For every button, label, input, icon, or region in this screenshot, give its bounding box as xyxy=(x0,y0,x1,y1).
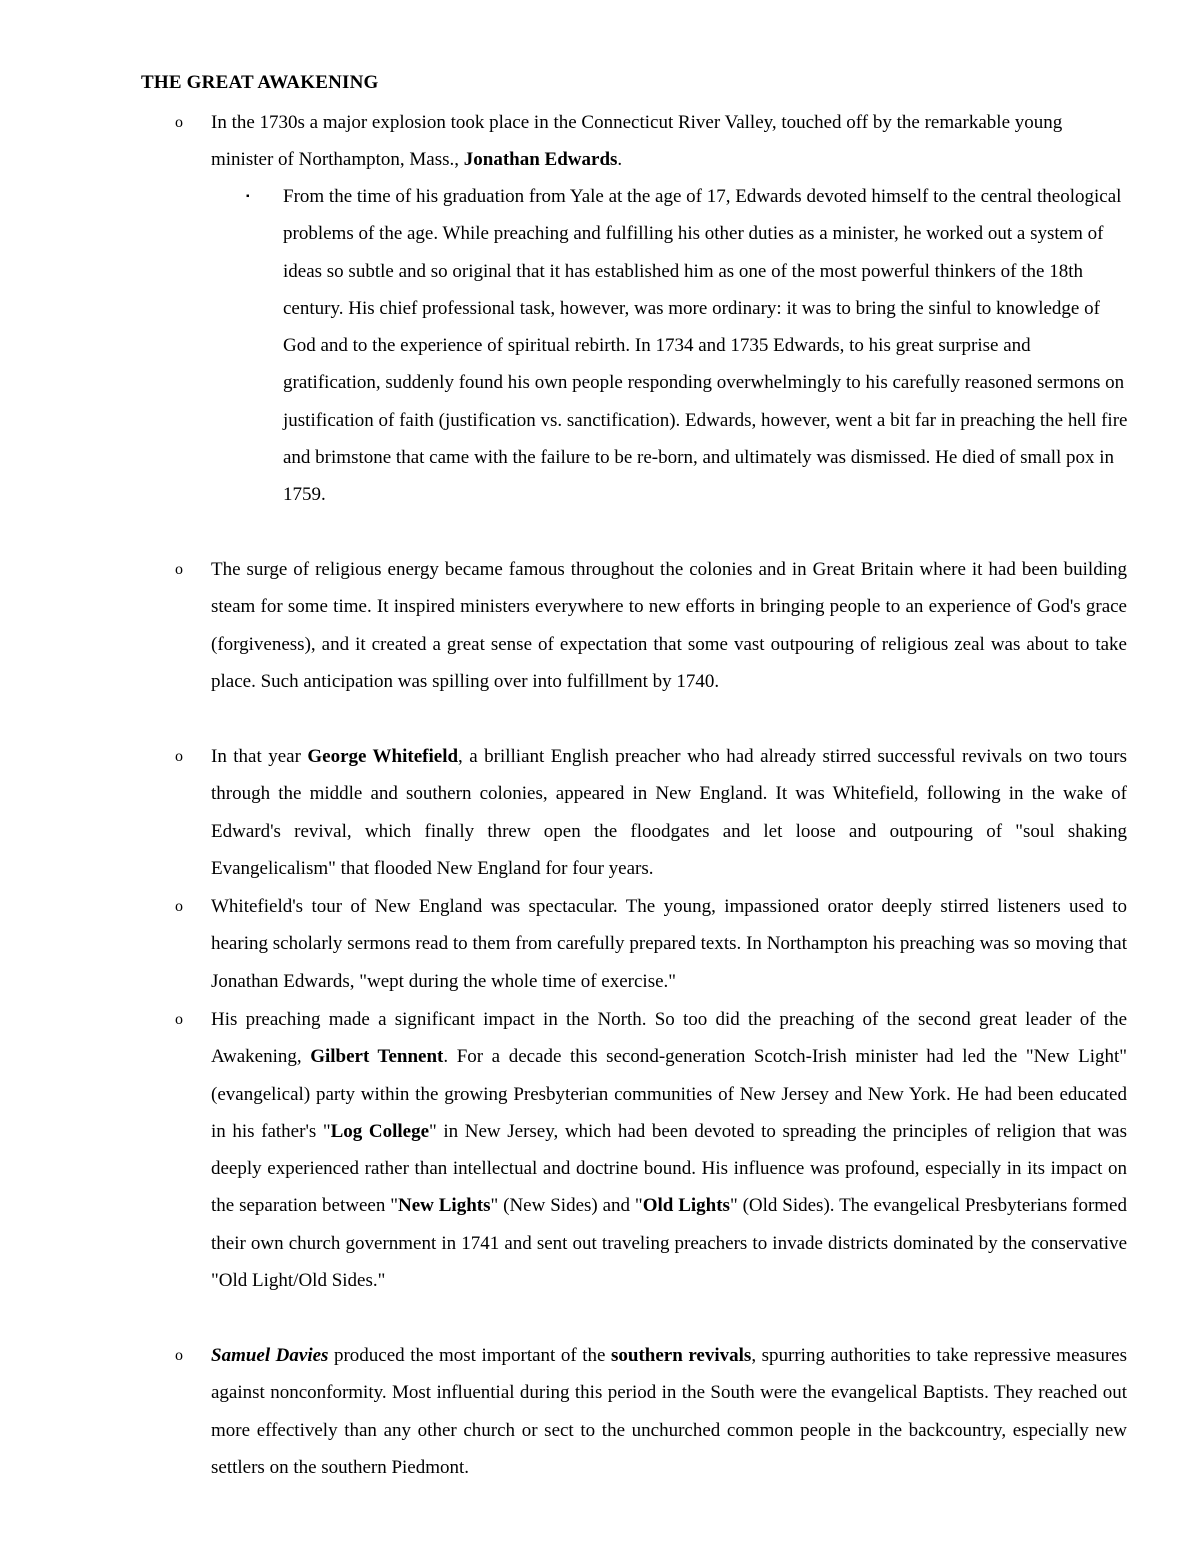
name-jonathan-edwards: Jonathan Edwards xyxy=(463,149,618,171)
item-text: Samuel Davies produced the most important of the southern revivals, spurring authorities to take repressive measures against nonconformity. Most influential during this period in the South were the evangelical Baptists. They reached out more effectively than any other church or sect to the unchurched common people in the backcountry, especially new settlers on the southern Piedmont. xyxy=(211,1345,1128,1478)
name-gilbert-tennent: Gilbert Tennent xyxy=(310,1046,444,1068)
name-samuel-davies: Samuel Davies xyxy=(211,1345,329,1366)
circle-bullet-icon: o xyxy=(175,1347,183,1364)
list-item xyxy=(175,888,1127,1000)
term-southern-revivals: southern revivals xyxy=(611,1345,752,1366)
item-text: In the 1730s a major explosion took place in the Connecticut River Valley, touched off by the remarkable young minister of Northampton, Mass., Jonathan Edwards. xyxy=(211,112,1063,171)
circle-bullet-icon: o xyxy=(175,561,183,578)
item-text: In that year George Whitefield, a brilliant English preacher who had already stirred successful revivals on two tours through the middle and southern colonies, appeared in New England. It was Whitefield, following in the wake of Edward's revival, which finally threw open the floodgates and let loose and outpouring of "soul shaking Evangelicalism" that flooded New England for four years. xyxy=(211,746,1127,879)
sub-list-item xyxy=(246,178,1129,514)
name-george-whitefield: George Whitefield xyxy=(307,746,459,767)
circle-bullet-icon: o xyxy=(175,114,183,131)
term-log-college: Log College xyxy=(330,1120,430,1142)
circle-bullet-icon: o xyxy=(175,1011,183,1028)
item-text: From the time of his graduation from Yale at the age of 17, Edwards devoted himself to the central theological problems of the age. While preaching and fulfilling his other duties as a minister, he worked out a system of ideas so subtle and so original that it has established him as one of the most powerful thinkers of the 18th century. His chief professional task, however, was more ordinary: it was to bring the sinful to knowledge of God and to the experience of spiritual rebirth. In 1734 and 1735 Edwards, to his great surprise and gratification, suddenly found his own people responding overwhelmingly to his carefully reasoned sermons on justification of faith (justification vs. sanctification). Edwards, however, went a bit far in preaching the hell fire and brimstone that came with the failure to be re-born, and ultimately was dismissed. He died of small pox in 1759. xyxy=(283,186,1128,506)
list-item xyxy=(175,551,1127,700)
list-item xyxy=(175,738,1127,887)
circle-bullet-icon: o xyxy=(175,898,183,915)
square-bullet-icon: ▪ xyxy=(246,191,250,202)
item-text: His preaching made a significant impact in the North. So too did the preaching of the second great leader of the Awakening, Gilbert Tennent. For a decade this second-generation Scotch-Irish minister had led the "New Light" (evangelical) party within the growing Presbyterian communities of New Jersey and New York. He had been educated in his father's "Log College" in New Jersey, which had been devoted to spreading the principles of religion that was deeply experienced rather than intellectual and doctrine bound. His influence was profound, especially in its impact on the separation between "New Lights" (New Sides) and "Old Lights" (Old Sides). The evangelical Presbyterians formed their own church government in 1741 and sent out traveling preachers to invade districts dominated by the conservative "Old Light/Old Sides." xyxy=(211,1009,1128,1292)
term-old-lights: Old Lights xyxy=(642,1195,730,1217)
item-text: The surge of religious energy became famous throughout the colonies and in Great Britain where it had been building steam for some time. It inspired ministers everywhere to new efforts in bringing people to an experience of God's grace (forgiveness), and it created a great sense of expectation that some vast outpouring of religious zeal was about to take place. Such anticipation was spilling over into fulfillment by 1740. xyxy=(211,559,1127,692)
document-title: THE GREAT AWAKENING xyxy=(141,72,379,93)
item-text: Whitefield's tour of New England was spectacular. The young, impassioned orator deeply stirred listeners used to hearing scholarly sermons read to them from carefully prepared texts. In Northampton his preaching was so moving that Jonathan Edwards, "wept during the whole time of exercise." xyxy=(211,896,1127,992)
list-item xyxy=(175,104,1127,179)
term-new-lights: New Lights xyxy=(398,1195,491,1217)
list-item xyxy=(175,1001,1128,1299)
circle-bullet-icon: o xyxy=(175,748,183,765)
list-item xyxy=(175,1337,1128,1486)
